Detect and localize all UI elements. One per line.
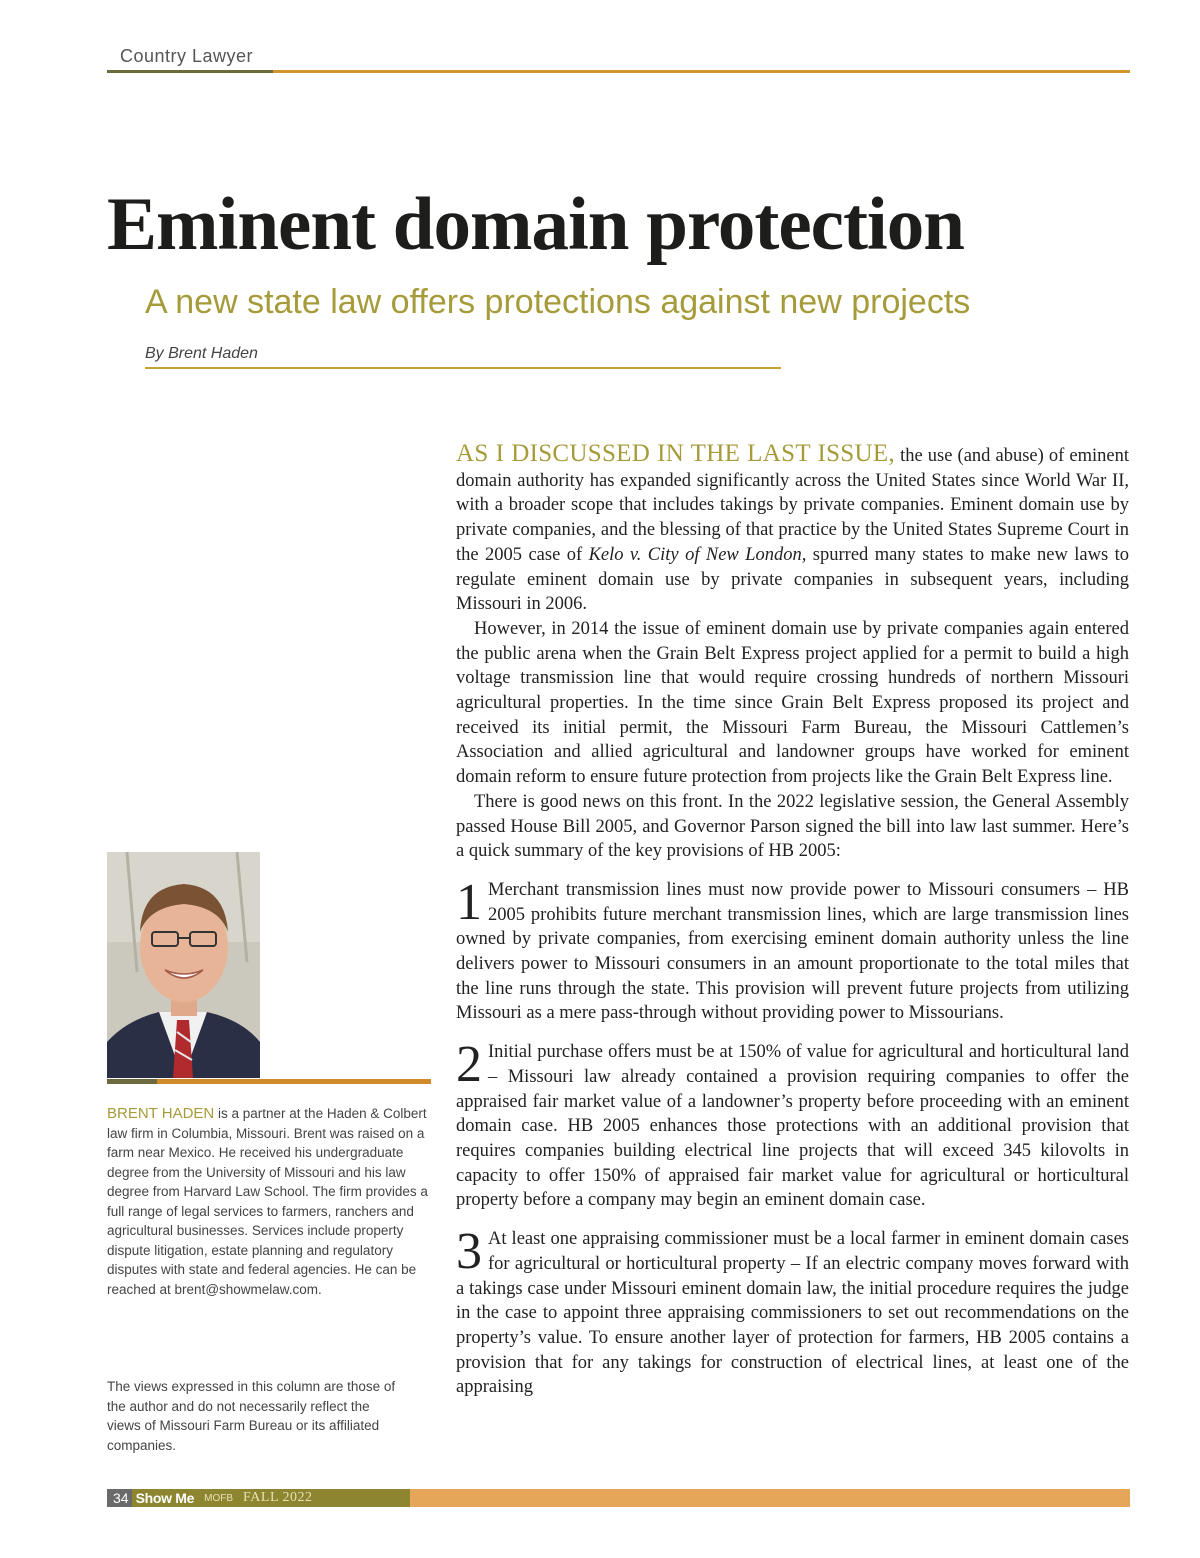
article-byline: By Brent Haden [145, 345, 258, 362]
paragraph-3: There is good news on this front. In the 2022 legislative session, the General Assembly passed House Bill 2005, and Governor Parson signed the bill into law last summer. Here’s a quick summary of the key provisions of HB 2005: [456, 791, 1129, 862]
article-body [456, 442, 1129, 1400]
article-subhead: A new state law offers protections against new projects [145, 283, 971, 321]
issue-label: FALL 2022 [243, 1490, 313, 1505]
paragraph-1-text-a: the use (and abuse) of eminent domain authority has expanded significantly across the United States since World War II, with a broader scope that includes takings by private companies. Eminent domain use by private companies, and the blessing of that practice by the United States Supreme Court in the 2005 case of [456, 446, 1130, 565]
provision-number: 2 [456, 1036, 482, 1094]
provision-number: 3 [456, 1223, 482, 1281]
provision-number: 1 [456, 873, 482, 931]
provision-item [456, 873, 1129, 1026]
photo-rule-accent [107, 1079, 157, 1084]
paragraph-1 [456, 442, 1129, 617]
section-rule-accent [107, 70, 273, 73]
provision-item [456, 1036, 1129, 1213]
article-headline: Eminent domain protection [107, 183, 964, 266]
provision-text: At least one appraising commissioner must be a local farmer in eminent domain cases for agricultural or horticultural property – If an electric company moves forward with a takings case under Missouri eminent domain law, the initial procedure requires the judge in the case to appoint three appraising commissioners to set out recommendations on the property’s value. To ensure another layer of protection for farmers, HB 2005 contains a provision that for any takings for construction of electrical lines, at least one of the appraising [456, 1229, 1129, 1398]
byline-rule [145, 367, 781, 369]
provision-item [456, 1223, 1129, 1400]
provision-text: Merchant transmission lines must now provide power to Missouri consumers – HB 2005 prohibits future merchant transmission lines, which are large transmission lines owned by private companies, from exercising eminent domain authority unless the line delivers power to Missouri consumers in an amount proportionate to the total miles that the line runs through the state. This provision will prevent future projects from utilizing Missouri as a mere pass-through without providing power to Missourians. [456, 879, 1129, 1024]
lead-in: AS I DISCUSSED IN THE LAST ISSUE, [456, 440, 895, 467]
author-bio [107, 1104, 437, 1299]
footer-folio [107, 1489, 410, 1507]
page-number: 34 [107, 1489, 132, 1507]
author-photo [107, 852, 260, 1078]
case-citation: Kelo v. City of New London, [588, 544, 807, 565]
magazine-name: Show Me [135, 1490, 195, 1506]
photo-rule [157, 1079, 431, 1084]
provision-text: Initial purchase offers must be at 150% of value for agricultural and horticultural land – Missouri law already contained a provision requiring companies to offer the appraised fair market value of a landowner’s property before proceeding with an eminent domain case. HB 2005 enhances those protections with an additional provision that requires companies building electrical line projects that will exceed 345 kilovolts in capacity to offer 150% of appraised fair market value for agricultural or horticultural property before a company may begin an eminent domain case. [456, 1042, 1129, 1211]
paragraph-2: However, in 2014 the issue of eminent domain use by private companies again entered the public arena when the Grain Belt Express project applied for a permit to build a high voltage transmission line that would require crossing hundreds of northern Missouri agricultural properties. In the time since Grain Belt Express proposed its project and received its initial permit, the Missouri Farm Bureau, the Missouri Cattlemen’s Association and allied agricultural and landowner groups have worked for eminent domain reform to ensure future protection from projects like the Grain Belt Express line. [456, 618, 1129, 788]
section-label: Country Lawyer [120, 46, 254, 66]
bio-author-name: BRENT HADEN [107, 1105, 215, 1122]
bio-text: is a partner at the Haden & Colbert law firm in Columbia, Missouri. Brent was raised on a farm near Mexico. He received his undergraduate degree from the University of Missouri and his law degree from Harvard Law School. The firm provides a full range of legal services to farmers, ranchers and agricultural businesses. Services include property dispute litigation, estate planning and regulatory disputes with state and federal agencies. He can be reached at brent@showmelaw.com. [107, 1106, 428, 1297]
paragraph-1-text-b: spurred many states to make new laws to regulate eminent domain use by private companies in subsequent years, including Missouri in 2006. [456, 544, 1130, 615]
magazine-org: MOFB [204, 1492, 234, 1504]
disclaimer: The views expressed in this column are those of the author and do not necessarily reflect the views of Missouri Farm Bureau or its affiliated companies. [107, 1379, 396, 1453]
section-rule [273, 70, 1130, 73]
